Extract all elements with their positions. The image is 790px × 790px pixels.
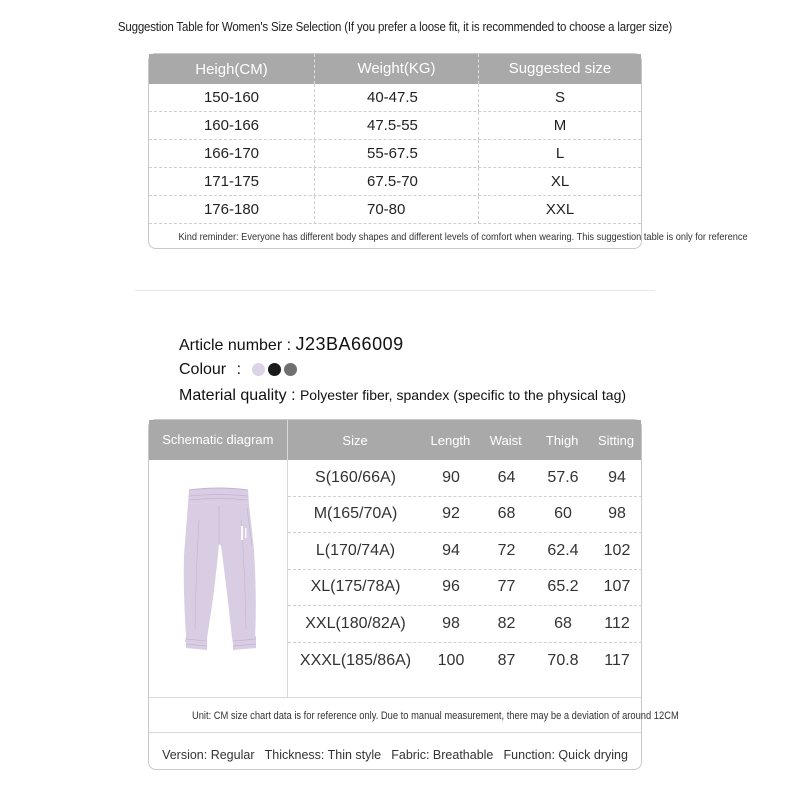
header-thigh: Thigh: [545, 432, 579, 448]
colour-swatch-grey[interactable]: [284, 363, 297, 376]
size-cell: M(165/70A): [313, 505, 398, 523]
length-cell: 94: [442, 541, 460, 559]
thigh-cell: 62.4: [547, 541, 579, 559]
suggestion-title: Suggestion Table for Women's Size Selection (If you prefer a loose fit, it is recommended to choose a larger size): [117, 20, 673, 34]
weight-cell: 70-80: [314, 196, 478, 224]
table-row: [288, 460, 642, 497]
header-length: Length: [430, 432, 471, 448]
feature-thickness: Thickness: Thin style: [264, 748, 382, 762]
colour-swatches: [252, 363, 297, 376]
size-cell: XXL(180/82A): [305, 614, 406, 632]
sitting-cell: 94: [608, 468, 626, 486]
section-divider: [135, 290, 655, 291]
thigh-cell: 70.8: [547, 651, 579, 669]
waist-cell: 72: [497, 541, 516, 559]
length-cell: 90: [442, 468, 460, 486]
thigh-cell: 65.2: [547, 578, 579, 596]
feature-list: [149, 737, 641, 773]
size-note-text: Unit: CM size chart data is for reference only. Due to manual measurement, there may be a deviation of around 12CM: [191, 710, 679, 722]
sitting-cell: 117: [604, 651, 630, 669]
pants-image: [149, 460, 288, 697]
table-row: [288, 643, 642, 680]
table-row: [149, 112, 641, 140]
header-sitting: Sitting: [597, 432, 635, 448]
weight-cell: 67.5-70: [314, 168, 478, 196]
size-cell: XL: [478, 168, 641, 196]
size-table: [148, 419, 679, 770]
thigh-cell: 68: [554, 614, 572, 632]
size-cell: XXL: [478, 196, 641, 224]
length-cell: 98: [442, 614, 460, 632]
height-cell: 171-175: [203, 173, 260, 190]
size-rows: [288, 460, 642, 697]
height-cell: 160-166: [203, 117, 260, 134]
thigh-cell: 57.6: [547, 468, 579, 486]
size-cell: S: [478, 84, 641, 112]
suggestion-note: Kind reminder: Everyone has different body shapes and different levels of comfort when wearing. This suggestion table is only for reference: [178, 231, 748, 243]
colour-label: Colour: [179, 361, 227, 378]
weight-cell: 55-67.5: [314, 140, 478, 168]
sitting-cell: 107: [603, 578, 631, 596]
schematic-diagram: [149, 460, 288, 697]
size-cell: M: [478, 112, 641, 140]
size-cell: XL(175/78A): [310, 578, 401, 596]
height-cell: 176-180: [203, 201, 260, 218]
suggestion-table: [148, 53, 748, 249]
table-row: [149, 84, 641, 112]
material-value: Polyester fiber, spandex (specific to the physical tag): [299, 387, 627, 403]
table-row: [288, 606, 642, 643]
waist-cell: 77: [497, 578, 516, 596]
height-cell: 150-160: [203, 89, 260, 106]
header-size: Size: [342, 432, 368, 448]
article-label: Article number: [179, 337, 283, 354]
colour-swatch-black[interactable]: [268, 363, 281, 376]
feature-version: Version: Regular: [162, 748, 255, 762]
feature-function: Function: Quick drying: [503, 748, 628, 762]
waist-cell: 68: [497, 505, 516, 523]
sitting-cell: 102: [603, 541, 631, 559]
material-label: Material quality: [179, 387, 287, 404]
length-cell: 96: [442, 578, 460, 596]
material-line: [179, 387, 626, 405]
sitting-cell: 112: [604, 614, 630, 632]
height-cell: 166-170: [203, 145, 260, 162]
table-row: [149, 168, 641, 196]
size-cell: S(160/66A): [315, 468, 396, 486]
size-note: [149, 697, 679, 733]
size-cell: L: [478, 140, 641, 168]
sitting-cell: 98: [608, 505, 626, 523]
colour-swatch-lavender[interactable]: [252, 363, 265, 376]
table-row: [149, 196, 641, 224]
size-cell: L(170/74A): [315, 541, 396, 559]
waist-cell: 87: [497, 651, 516, 669]
table-row: [288, 497, 642, 534]
length-cell: 100: [437, 651, 465, 669]
article-number-line: [179, 334, 404, 355]
colour-separator: :: [236, 361, 242, 378]
weight-cell: 40-47.5: [314, 84, 478, 112]
header-weight: Weight(KG): [314, 54, 478, 84]
article-value: J23BA66009: [295, 334, 404, 354]
weight-cell: 47.5-55: [314, 112, 478, 140]
table-row: [149, 140, 641, 168]
length-cell: 92: [442, 505, 460, 523]
article-separator: :: [286, 337, 292, 354]
header-suggested-size: Suggested size: [478, 54, 641, 84]
feature-fabric: Fabric: Breathable: [391, 748, 494, 762]
size-table-header: [149, 420, 641, 460]
size-cell: XXXL(185/86A): [299, 651, 412, 669]
table-row: [288, 533, 642, 570]
header-waist: Waist: [489, 432, 522, 448]
material-separator: :: [291, 387, 296, 404]
waist-cell: 82: [497, 614, 516, 632]
thigh-cell: 60: [554, 505, 572, 523]
waist-cell: 64: [497, 468, 516, 486]
colour-line: [179, 361, 297, 379]
suggestion-table-header: [149, 54, 641, 84]
table-row: [288, 570, 642, 607]
header-height: Heigh(CM): [195, 60, 268, 78]
header-schematic: Schematic diagram: [149, 420, 288, 460]
